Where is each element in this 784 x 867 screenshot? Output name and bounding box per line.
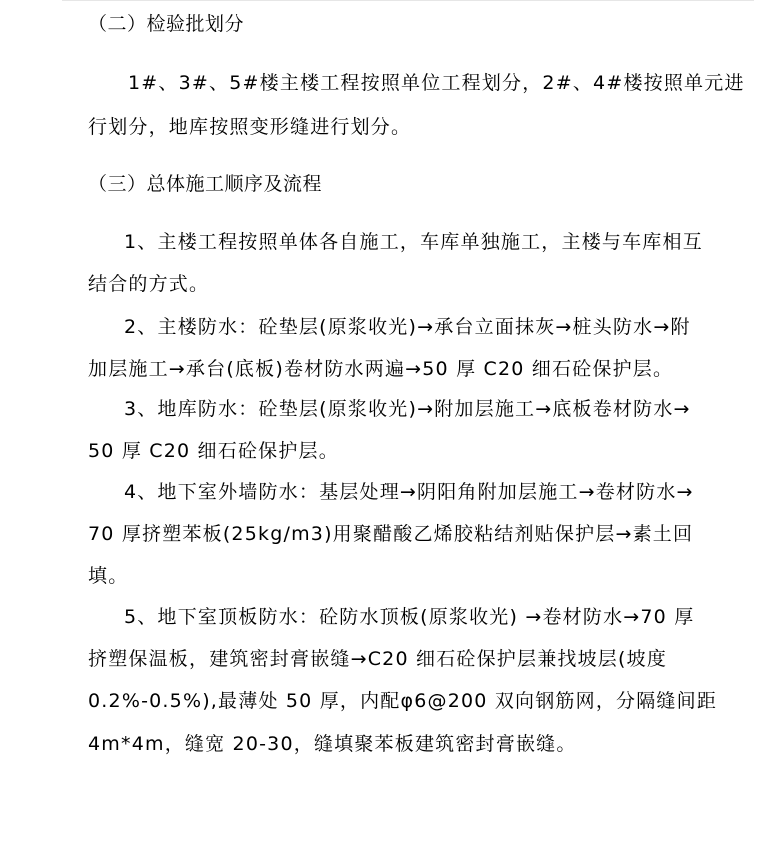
list-item-1-line: 结合的方式。 (88, 273, 210, 295)
list-item-2-line: 加层施工→承台(底板)卷材防水两遍→50 厚 C20 细石砼保护层。 (88, 358, 674, 380)
section-heading-inspection-lots: （二）检验批划分 (88, 13, 245, 35)
list-item-5-line: 挤塑保温板，建筑密封膏嵌缝→C20 细石砼保护层兼找坡层(坡度 (88, 648, 668, 670)
paragraph-line: 1#、3#、5#楼主楼工程按照单位工程划分，2#、4#楼按照单元进 (128, 72, 745, 94)
paragraph-line: 行划分，地库按照变形缝进行划分。 (88, 116, 412, 138)
list-item-5-line: 5、地下室顶板防水：砼防水顶板(原浆收光) →卷材防水→70 厚 (124, 606, 695, 628)
section-heading-construction-sequence: （三）总体施工顺序及流程 (88, 173, 323, 195)
page-top-border (62, 0, 754, 1)
list-item-1-line: 1、主楼工程按照单体各自施工，车库单独施工，主楼与车库相互 (124, 231, 703, 253)
list-item-5-line: 4m*4m，缝宽 20-30，缝填聚苯板建筑密封膏嵌缝。 (88, 733, 577, 755)
list-item-5-line: 0.2%-0.5%),最薄处 50 厚，内配φ6@200 双向钢筋网，分隔缝间距 (88, 690, 718, 712)
list-item-4-line: 70 厚挤塑苯板(25kg/m3)用聚醋酸乙烯胶粘结剂贴保护层→素土回 (88, 523, 694, 545)
list-item-3-line: 50 厚 C20 细石砼保护层。 (88, 440, 339, 462)
list-item-2-line: 2、主楼防水：砼垫层(原浆收光)→承台立面抹灰→桩头防水→附 (124, 316, 691, 338)
list-item-4-line: 4、地下室外墙防水：基层处理→阴阳角附加层施工→卷材防水→ (124, 481, 694, 503)
list-item-3-line: 3、地库防水：砼垫层(原浆收光)→附加层施工→底板卷材防水→ (124, 398, 691, 420)
list-item-4-line: 填。 (88, 565, 129, 587)
